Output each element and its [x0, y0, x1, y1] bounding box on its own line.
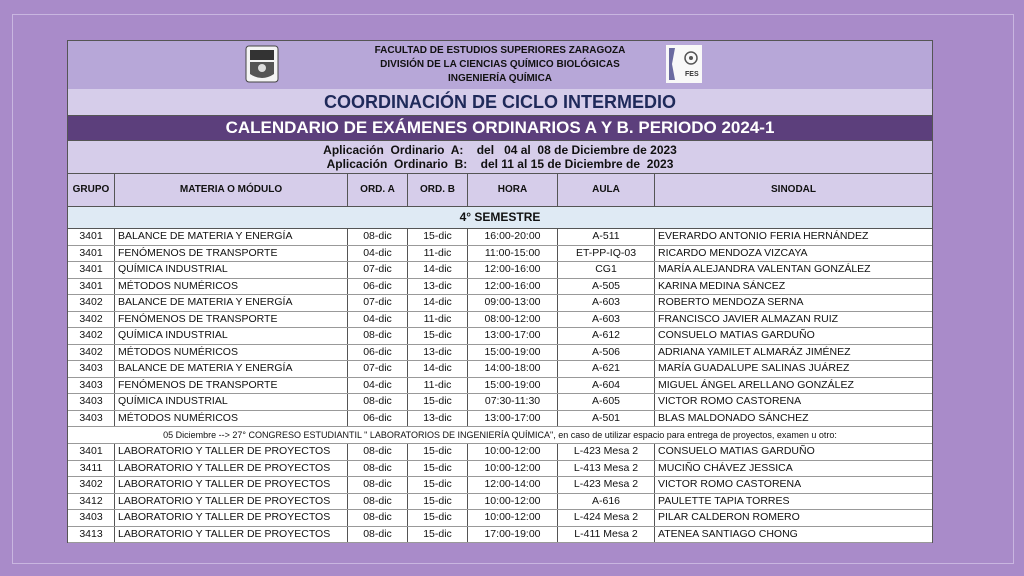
cell-ord-b: 14-dic — [408, 262, 468, 278]
cell-grupo: 3402 — [68, 312, 115, 328]
table-row — [68, 394, 932, 411]
cell-ord-b: 14-dic — [408, 295, 468, 311]
cell-aula: L-411 Mesa 2 — [558, 527, 655, 543]
cell-aula: L-424 Mesa 2 — [558, 510, 655, 526]
cell-sinodal: MARÍA ALEJANDRA VALENTAN GONZÁLEZ — [658, 263, 871, 275]
cell-grupo: 3403 — [68, 510, 115, 526]
cell-ord-a: 04-dic — [348, 378, 408, 394]
table-row — [68, 295, 932, 312]
cell-ord-a: 08-dic — [348, 394, 408, 410]
cell-grupo: 3402 — [68, 295, 115, 311]
cell-hora: 12:00-16:00 — [468, 262, 558, 278]
cell-hora: 13:00-17:00 — [468, 411, 558, 427]
column-header-sinodal: SINODAL — [771, 184, 816, 195]
cell-sinodal: MIGUEL ÁNGEL ARELLANO GONZÁLEZ — [658, 378, 854, 391]
cell-ord-a: 07-dic — [348, 262, 408, 278]
cell-aula: A-616 — [558, 494, 655, 510]
fes-logo-text: FES — [685, 71, 699, 78]
cell-hora: 10:00-12:00 — [468, 494, 558, 510]
cell-hora: 07:30-11:30 — [468, 394, 558, 410]
cell-grupo: 3401 — [68, 246, 115, 262]
cell-hora: 12:00-16:00 — [468, 279, 558, 295]
cell-aula: A-603 — [558, 312, 655, 328]
cell-grupo: 3402 — [68, 345, 115, 361]
cell-grupo: 3411 — [68, 461, 115, 477]
exam-calendar-sheet — [67, 40, 933, 543]
congress-note: 05 Diciembre --> 27° CONGRESO ESTUDIANTIL " LABORATORIOS DE INGENIERÍA QUÍMICA", en caso de utilizar espacio para entrega de proyectos, examen u otro: — [68, 427, 932, 444]
cell-ord-a: 08-dic — [348, 494, 408, 510]
cell-sinodal: PAULETTE TAPIA TORRES — [658, 494, 790, 507]
cell-sinodal: ROBERTO MENDOZA SERNA — [658, 296, 804, 308]
cell-materia: BALANCE DE MATERIA Y ENERGÍA — [115, 295, 348, 311]
cell-ord-b: 14-dic — [408, 361, 468, 377]
cell-aula: L-413 Mesa 2 — [558, 461, 655, 477]
cell-ord-a: 07-dic — [348, 361, 408, 377]
cell-materia: LABORATORIO Y TALLER DE PROYECTOS — [115, 527, 348, 543]
application-dates — [68, 141, 932, 174]
cell-hora: 08:00-12:00 — [468, 312, 558, 328]
cell-materia: LABORATORIO Y TALLER DE PROYECTOS — [115, 494, 348, 510]
cell-materia: BALANCE DE MATERIA Y ENERGÍA — [115, 229, 348, 245]
column-header-hora: HORA — [468, 174, 558, 206]
cell-materia: MÉTODOS NUMÉRICOS — [115, 345, 348, 361]
cell-sinodal: EVERARDO ANTONIO FERIA HERNÁNDEZ — [658, 230, 869, 242]
cell-sinodal: CONSUELO MATIAS GARDUÑO — [658, 329, 815, 341]
calendar-title: CALENDARIO DE EXÁMENES ORDINARIOS A Y B. PERIODO 2024-1 — [68, 116, 932, 141]
table-row — [68, 444, 932, 461]
cell-materia: FENÓMENOS DE TRANSPORTE — [115, 246, 348, 262]
cell-materia: LABORATORIO Y TALLER DE PROYECTOS — [115, 461, 348, 477]
cell-ord-a: 04-dic — [348, 246, 408, 262]
cell-aula: A-505 — [558, 279, 655, 295]
table-row — [68, 279, 932, 296]
cell-aula: L-423 Mesa 2 — [558, 477, 655, 493]
table-row — [68, 494, 932, 511]
cell-ord-a: 08-dic — [348, 328, 408, 344]
cell-ord-a: 06-dic — [348, 345, 408, 361]
coordination-title: COORDINACIÓN DE CICLO INTERMEDIO — [68, 89, 932, 116]
cell-materia: FENÓMENOS DE TRANSPORTE — [115, 378, 348, 394]
cell-grupo: 3402 — [68, 328, 115, 344]
cell-materia: QUÍMICA INDUSTRIAL — [115, 328, 348, 344]
table-row — [68, 527, 932, 544]
cell-hora: 14:00-18:00 — [468, 361, 558, 377]
cell-ord-b: 15-dic — [408, 328, 468, 344]
cell-sinodal: MARÍA GUADALUPE SALINAS JUÁREZ — [658, 362, 850, 374]
table-row — [68, 229, 932, 246]
table-row — [68, 361, 932, 378]
cell-hora: 10:00-12:00 — [468, 510, 558, 526]
column-header-grupo: GRUPO — [68, 174, 115, 206]
cell-grupo: 3403 — [68, 361, 115, 377]
cell-ord-a: 08-dic — [348, 461, 408, 477]
cell-aula: A-501 — [558, 411, 655, 427]
cell-materia: MÉTODOS NUMÉRICOS — [115, 279, 348, 295]
cell-ord-b: 11-dic — [408, 246, 468, 262]
lab-rows — [68, 444, 932, 543]
cell-sinodal: BLAS MALDONADO SÁNCHEZ — [658, 411, 809, 424]
cell-sinodal: RICARDO MENDOZA VIZCAYA — [658, 246, 808, 259]
cell-grupo: 3401 — [68, 229, 115, 245]
column-header-ord-a: ORD. A — [348, 174, 408, 206]
cell-materia: LABORATORIO Y TALLER DE PROYECTOS — [115, 477, 348, 493]
cell-sinodal: FRANCISCO JAVIER ALMAZAN RUIZ — [658, 312, 839, 325]
cell-grupo: 3403 — [68, 378, 115, 394]
cell-ord-a: 08-dic — [348, 229, 408, 245]
cell-ord-b: 15-dic — [408, 477, 468, 493]
cell-aula: A-604 — [558, 378, 655, 394]
cell-hora: 11:00-15:00 — [468, 246, 558, 262]
application-b: Aplicación Ordinario B: del 11 al 15 de Diciembre de 2023 — [326, 157, 674, 171]
cell-aula: A-605 — [558, 394, 655, 410]
cell-grupo: 3401 — [68, 262, 115, 278]
cell-grupo: 3401 — [68, 444, 115, 460]
cell-aula: A-511 — [558, 229, 655, 245]
cell-aula: A-612 — [558, 328, 655, 344]
cell-ord-b: 15-dic — [408, 229, 468, 245]
fes-zaragoza-logo — [665, 44, 703, 84]
cell-materia: LABORATORIO Y TALLER DE PROYECTOS — [115, 510, 348, 526]
cell-materia: BALANCE DE MATERIA Y ENERGÍA — [115, 361, 348, 377]
program-name: INGENIERÍA QUÍMICA — [447, 73, 553, 84]
institution-header — [68, 41, 932, 90]
cell-hora: 12:00-14:00 — [468, 477, 558, 493]
cell-grupo: 3403 — [68, 411, 115, 427]
cell-ord-b: 11-dic — [408, 378, 468, 394]
cell-aula: ET-PP-IQ-03 — [558, 246, 655, 262]
table-row — [68, 246, 932, 263]
application-a: Aplicación Ordinario A: del 04 al 08 de Diciembre de 2023 — [323, 143, 677, 157]
cell-grupo: 3403 — [68, 394, 115, 410]
cell-ord-b: 15-dic — [408, 394, 468, 410]
table-row — [68, 378, 932, 395]
cell-ord-a: 08-dic — [348, 510, 408, 526]
faculty-name: FACULTAD DE ESTUDIOS SUPERIORES ZARAGOZA — [374, 45, 626, 56]
cell-materia: FENÓMENOS DE TRANSPORTE — [115, 312, 348, 328]
cell-ord-b: 13-dic — [408, 345, 468, 361]
cell-ord-b: 15-dic — [408, 494, 468, 510]
cell-aula: CG1 — [558, 262, 655, 278]
semester-heading: 4° SEMESTRE — [68, 207, 932, 229]
column-header-ord-b: ORD. B — [408, 174, 468, 206]
cell-grupo: 3413 — [68, 527, 115, 543]
exam-rows — [68, 229, 932, 427]
cell-grupo: 3402 — [68, 477, 115, 493]
cell-hora: 16:00-20:00 — [468, 229, 558, 245]
cell-sinodal: PILAR CALDERON ROMERO — [658, 511, 800, 523]
cell-aula: A-506 — [558, 345, 655, 361]
cell-materia: QUÍMICA INDUSTRIAL — [115, 394, 348, 410]
cell-hora: 17:00-19:00 — [468, 527, 558, 543]
table-row — [68, 262, 932, 279]
cell-ord-b: 15-dic — [408, 444, 468, 460]
cell-sinodal: VICTOR ROMO CASTORENA — [658, 395, 802, 407]
cell-hora: 15:00-19:00 — [468, 378, 558, 394]
column-header-materia: MATERIA O MÓDULO — [115, 174, 348, 206]
table-row — [68, 461, 932, 478]
column-headers — [68, 174, 932, 207]
cell-ord-b: 15-dic — [408, 461, 468, 477]
cell-sinodal: VICTOR ROMO CASTORENA — [658, 478, 802, 490]
cell-materia: MÉTODOS NUMÉRICOS — [115, 411, 348, 427]
cell-grupo: 3401 — [68, 279, 115, 295]
cell-ord-a: 08-dic — [348, 527, 408, 543]
cell-sinodal: CONSUELO MATIAS GARDUÑO — [658, 445, 815, 457]
cell-sinodal: ATENEA SANTIAGO CHONG — [658, 527, 798, 540]
cell-hora: 10:00-12:00 — [468, 461, 558, 477]
cell-grupo: 3412 — [68, 494, 115, 510]
cell-sinodal: MUCIÑO CHÁVEZ JESSICA — [658, 461, 793, 474]
cell-ord-a: 07-dic — [348, 295, 408, 311]
cell-sinodal: ADRIANA YAMILET ALMARÁZ JIMÉNEZ — [658, 345, 851, 358]
cell-hora: 10:00-12:00 — [468, 444, 558, 460]
cell-ord-a: 08-dic — [348, 477, 408, 493]
table-row — [68, 312, 932, 329]
table-row — [68, 510, 932, 527]
cell-ord-a: 08-dic — [348, 444, 408, 460]
cell-aula: A-621 — [558, 361, 655, 377]
division-name: DIVISIÓN DE LA CIENCIAS QUÍMICO BIOLÓGICAS — [380, 59, 620, 70]
cell-ord-b: 15-dic — [408, 527, 468, 543]
table-row — [68, 477, 932, 494]
cell-hora: 15:00-19:00 — [468, 345, 558, 361]
cell-materia: QUÍMICA INDUSTRIAL — [115, 262, 348, 278]
cell-materia: LABORATORIO Y TALLER DE PROYECTOS — [115, 444, 348, 460]
cell-ord-b: 15-dic — [408, 510, 468, 526]
cell-sinodal: KARINA MEDINA SÁNCEZ — [658, 279, 786, 292]
table-row — [68, 328, 932, 345]
cell-ord-b: 13-dic — [408, 279, 468, 295]
cell-ord-b: 13-dic — [408, 411, 468, 427]
column-header-aula: AULA — [558, 174, 655, 206]
cell-ord-a: 06-dic — [348, 279, 408, 295]
cell-ord-a: 06-dic — [348, 411, 408, 427]
table-row — [68, 345, 932, 362]
cell-hora: 09:00-13:00 — [468, 295, 558, 311]
cell-ord-a: 04-dic — [348, 312, 408, 328]
cell-ord-b: 11-dic — [408, 312, 468, 328]
cell-aula: L-423 Mesa 2 — [558, 444, 655, 460]
table-row — [68, 411, 932, 428]
cell-aula: A-603 — [558, 295, 655, 311]
cell-hora: 13:00-17:00 — [468, 328, 558, 344]
